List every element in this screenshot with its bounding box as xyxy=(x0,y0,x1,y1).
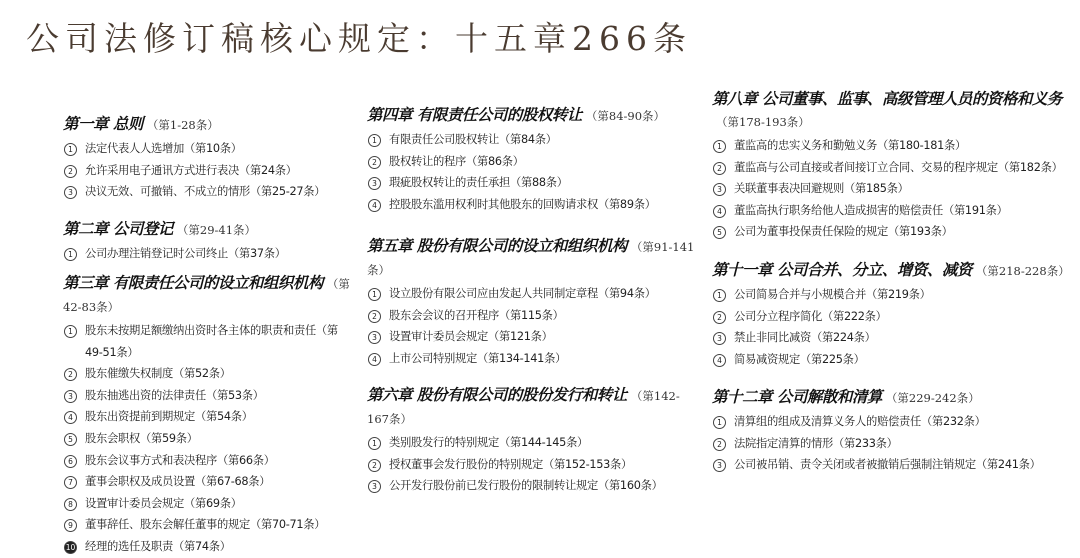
item-text: 公司办理注销登记时公司终止（第37条） xyxy=(85,247,286,260)
item-text: 设立股份有限公司应由发起人共同制定章程（第94条） xyxy=(389,287,656,300)
circled-number: 10 xyxy=(65,542,76,552)
circled-number: 2 xyxy=(64,368,77,381)
circled-number: 1 xyxy=(368,134,381,147)
item-text: 类别股发行的特别规定（第144-145条） xyxy=(389,436,589,449)
list-item xyxy=(712,200,1077,222)
circled-number: 1 xyxy=(713,289,726,302)
list-item xyxy=(712,349,1077,371)
list-item xyxy=(712,411,1077,433)
item-text: 股东会职权（第59条） xyxy=(85,431,198,445)
chapter-8 xyxy=(712,88,1077,243)
chapter-heading xyxy=(712,88,1077,133)
list-item xyxy=(712,157,1077,179)
item-text: 授权董事会发行股份的特别规定（第152-153条） xyxy=(389,457,633,471)
item-text: 瑕疵股权转让的责任承担（第88条） xyxy=(389,176,568,190)
item-text: 公开发行股份前已发行股份的限制转让规定（第160条） xyxy=(389,479,663,493)
item-text: 股东出资提前到期规定（第54条） xyxy=(85,410,253,424)
chapter-heading xyxy=(367,235,697,281)
circled-number: 1 xyxy=(64,143,77,156)
item-text: 董监高与公司直接或者间接订立合同、交易的程序规定（第182条） xyxy=(734,160,1063,174)
circled-number: 1 xyxy=(368,437,381,450)
list-item xyxy=(367,194,697,216)
circled-number: 1 xyxy=(64,325,77,338)
list-item xyxy=(367,454,697,476)
chapter-2 xyxy=(63,218,353,265)
item-text: 经理的选任及职责（第74条） xyxy=(85,539,231,553)
circled-number: 4 xyxy=(368,353,381,366)
chapter-heading xyxy=(63,113,353,136)
item-text: 有限责任公司股权转让（第84条） xyxy=(389,133,557,146)
list-item xyxy=(63,160,353,182)
item-text: 股东会议事方式和表决程序（第66条） xyxy=(85,453,275,467)
chapter-heading xyxy=(712,259,1077,282)
circled-number: 5 xyxy=(64,433,77,446)
item-text: 股东未按期足额缴纳出资时各主体的职责和责任（第49-51条） xyxy=(85,324,338,359)
circled-number: 7 xyxy=(64,476,77,489)
circled-number: 3 xyxy=(713,183,726,196)
item-text: 股东抽逃出资的法律责任（第53条） xyxy=(85,388,264,402)
list-item xyxy=(63,385,353,407)
list-item xyxy=(367,129,697,151)
list-item xyxy=(367,151,697,173)
circled-number: 2 xyxy=(713,438,726,451)
chapter-title: 第十二章 公司解散和清算 xyxy=(712,387,882,406)
list-item xyxy=(712,135,1077,157)
item-text: 公司分立程序简化（第222条） xyxy=(734,309,887,323)
list-item xyxy=(63,536,353,558)
chapter-heading xyxy=(367,384,697,430)
item-text: 简易减资规定（第225条） xyxy=(734,352,865,366)
item-text: 法院指定清算的情形（第233条） xyxy=(734,436,898,450)
chapter-range: （第178-193条） xyxy=(716,115,810,129)
chapter-12 xyxy=(712,386,1077,476)
item-text: 清算组的组成及清算义务人的赔偿责任（第232条） xyxy=(734,415,986,428)
item-text: 公司简易合并与小规模合并（第219条） xyxy=(734,288,931,301)
circled-number: 3 xyxy=(64,186,77,199)
chapter-title: 第五章 股份有限公司的设立和组织机构 xyxy=(367,236,627,255)
chapter-range: （第1-28条） xyxy=(146,118,219,132)
item-text: 允许采用电子通讯方式进行表决（第24条） xyxy=(85,163,297,177)
list-item xyxy=(367,283,697,305)
list-item xyxy=(63,428,353,450)
chapter-3 xyxy=(63,272,353,558)
list-item xyxy=(367,326,697,348)
chapter-heading xyxy=(63,272,353,318)
list-item xyxy=(712,433,1077,455)
item-text: 股东催缴失权制度（第52条） xyxy=(85,367,231,381)
circled-number: 4 xyxy=(64,411,77,424)
circled-number: 4 xyxy=(713,354,726,367)
chapter-heading xyxy=(712,386,1077,409)
list-item xyxy=(367,348,697,370)
item-text: 禁止非同比减资（第224条） xyxy=(734,331,876,345)
item-text: 董监高的忠实义务和勤勉义务（第180-181条） xyxy=(734,139,967,152)
circled-number: 3 xyxy=(64,390,77,403)
chapter-title: 第一章 总则 xyxy=(63,114,143,133)
circled-number: 3 xyxy=(368,331,381,344)
circled-number: 2 xyxy=(368,459,381,472)
item-text: 股权转让的程序（第86条） xyxy=(389,154,524,168)
chapter-range: （第29-41条） xyxy=(176,223,257,237)
chapter-heading xyxy=(63,218,353,241)
circled-number: 4 xyxy=(713,205,726,218)
list-item xyxy=(63,514,353,536)
item-text: 公司被吊销、责令关闭或者被撤销后强制注销规定（第241条） xyxy=(734,458,1041,472)
circled-number: 1 xyxy=(713,140,726,153)
chapter-1 xyxy=(63,113,353,203)
circled-number: 5 xyxy=(713,226,726,239)
chapter-range: （第42-83条） xyxy=(63,277,350,314)
item-text: 设置审计委员会规定（第121条） xyxy=(389,330,553,344)
item-text: 公司为董事投保责任保险的规定（第193条） xyxy=(734,225,953,239)
circled-number: 4 xyxy=(368,199,381,212)
circled-number: 2 xyxy=(713,311,726,324)
circled-number: 2 xyxy=(713,162,726,175)
circled-number: 1 xyxy=(713,416,726,429)
chapter-11 xyxy=(712,259,1077,370)
chapter-6 xyxy=(367,384,697,497)
item-text: 控股股东滥用权利时其他股东的回购请求权（第89条） xyxy=(389,197,656,211)
chapter-5 xyxy=(367,235,697,369)
chapter-heading xyxy=(367,104,697,127)
chapter-title: 第八章 公司董事、监事、高级管理人员的资格和义务 xyxy=(712,89,1062,108)
chapter-title: 第六章 股份有限公司的股份发行和转让 xyxy=(367,385,627,404)
list-item xyxy=(712,327,1077,349)
item-text: 上市公司特别规定（第134-141条） xyxy=(389,351,567,365)
list-item xyxy=(63,471,353,493)
circled-number: 3 xyxy=(368,480,381,493)
chapter-4 xyxy=(367,104,697,215)
item-text: 董监高执行职务给他人造成损害的赔偿责任（第191条） xyxy=(734,203,1008,217)
circled-number: 8 xyxy=(64,498,77,511)
circled-number: 2 xyxy=(368,156,381,169)
list-item xyxy=(712,306,1077,328)
list-item xyxy=(63,320,353,363)
chapter-title: 第四章 有限责任公司的股权转让 xyxy=(367,105,582,124)
chapter-range: （第142-167条） xyxy=(367,389,680,426)
chapter-range: （第84-90条） xyxy=(585,109,666,123)
chapter-range: （第91-141条） xyxy=(367,240,695,277)
list-item xyxy=(712,221,1077,243)
list-item xyxy=(63,406,353,428)
list-item xyxy=(367,475,697,497)
circled-number: 1 xyxy=(368,288,381,301)
circled-number: 6 xyxy=(64,455,77,468)
page-title: 公司法修订稿核心规定：十五章266条 xyxy=(26,19,692,58)
item-text: 董事辞任、股东会解任董事的规定（第70-71条） xyxy=(85,518,326,532)
list-item xyxy=(63,181,353,203)
circled-number: 3 xyxy=(713,332,726,345)
item-text: 决议无效、可撤销、不成立的情形（第25-27条） xyxy=(85,185,326,199)
circled-number: 1 xyxy=(64,248,77,261)
list-item xyxy=(367,305,697,327)
item-text: 法定代表人人选增加（第10条） xyxy=(85,142,242,155)
item-text: 设置审计委员会规定（第69条） xyxy=(85,496,242,510)
list-item xyxy=(712,454,1077,476)
list-item xyxy=(63,450,353,472)
chapter-title: 第二章 公司登记 xyxy=(63,219,173,238)
chapter-range: （第229-242条） xyxy=(885,391,980,405)
circled-number: 9 xyxy=(64,519,77,532)
list-item xyxy=(63,363,353,385)
item-text: 关联董事表决回避规则（第185条） xyxy=(734,182,909,196)
chapter-title: 第十一章 公司合并、分立、增资、减资 xyxy=(712,260,972,279)
circled-number: 3 xyxy=(368,177,381,190)
chapter-title: 第三章 有限责任公司的设立和组织机构 xyxy=(63,273,323,292)
list-item xyxy=(712,178,1077,200)
list-item xyxy=(712,284,1077,306)
item-text: 股东会会议的召开程序（第115条） xyxy=(389,308,564,322)
circled-number: 2 xyxy=(64,165,77,178)
circled-number: 3 xyxy=(713,459,726,472)
circled-number: 2 xyxy=(368,310,381,323)
list-item xyxy=(63,243,353,265)
list-item xyxy=(367,172,697,194)
list-item xyxy=(367,432,697,454)
list-item xyxy=(63,493,353,515)
chapter-range: （第218-228条） xyxy=(975,264,1070,278)
item-text: 董事会职权及成员设置（第67-68条） xyxy=(85,475,271,489)
list-item xyxy=(63,138,353,160)
